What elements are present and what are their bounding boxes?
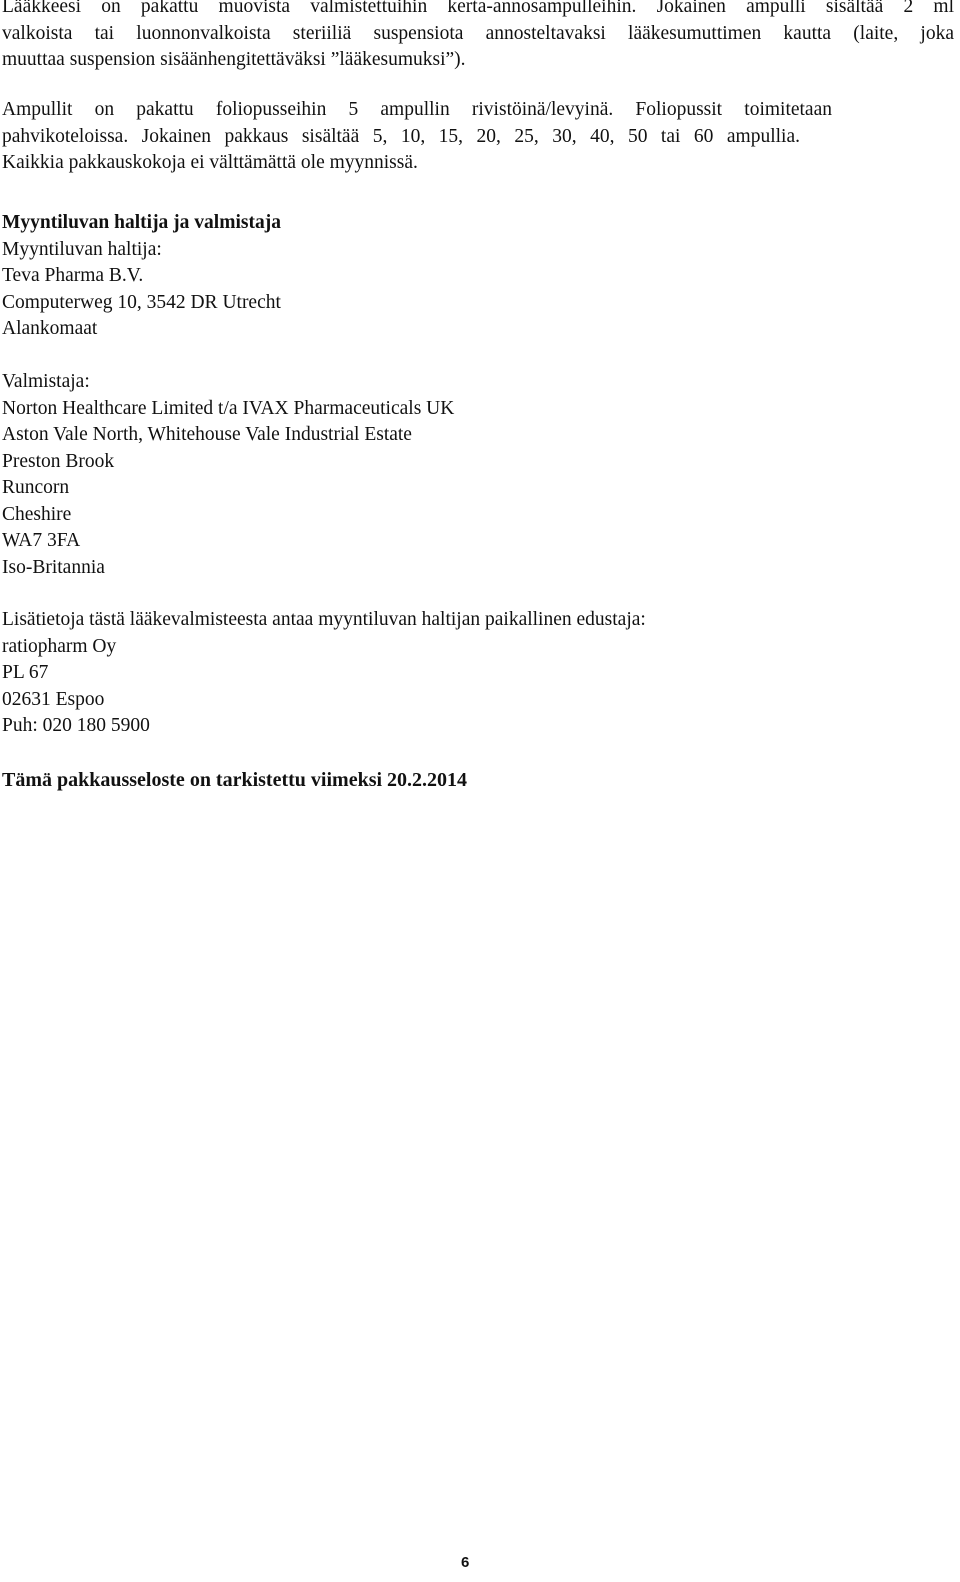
packaging-line: pahvikoteloissa. Jokainen pakkaus sisältää 5, 10, 15, 20, 25, 30, 40, 50 tai 60 ampullia. xyxy=(2,125,800,147)
manufacturer-address-line: Preston Brook xyxy=(2,450,115,472)
local-rep-address-line: ratiopharm Oy xyxy=(2,635,117,657)
local-rep-address-line: 02631 Espoo xyxy=(2,688,105,710)
manufacturer-address-line: Aston Vale North, Whitehouse Vale Industrial Estate xyxy=(2,424,412,445)
revision-note xyxy=(2,767,954,794)
intro-paragraph xyxy=(2,0,954,74)
local-rep-section xyxy=(2,607,954,740)
manufacturer-address-line: Cheshire xyxy=(2,503,72,525)
packaging-line: Kaikkia pakkauskokoja ei välttämättä ole myynnissä. xyxy=(2,152,418,173)
manufacturer-address-line: Runcorn xyxy=(2,477,70,498)
packaging-paragraph xyxy=(2,97,954,177)
holder-label: Myyntiluvan haltija: xyxy=(2,238,162,260)
holder-address-line: Teva Pharma B.V. xyxy=(2,265,144,286)
manufacturer-section xyxy=(2,369,954,581)
holder-address-line: Alankomaat xyxy=(2,318,98,339)
packaging-line: Ampullit on pakattu foliopusseihin 5 ampullin rivistöinä/levyinä. Foliopussit toimitetaan xyxy=(2,99,832,120)
local-rep-address-line: Puh: 020 180 5900 xyxy=(2,715,150,736)
manufacturer-address-line: Norton Healthcare Limited t/a IVAX Pharmaceuticals UK xyxy=(2,397,455,419)
intro-line: muuttaa suspension sisäänhengitettäväksi ”lääkesumuksi”). xyxy=(2,49,466,70)
holder-heading: Myyntiluvan haltija ja valmistaja xyxy=(2,212,281,233)
manufacturer-address-line: Iso-Britannia xyxy=(2,556,105,578)
intro-line: valkoista tai luonnonvalkoista steriiliä suspensiota annosteltavaksi lääkesumuttimen kautta (laite, joka xyxy=(2,22,954,44)
manufacturer-label: Valmistaja: xyxy=(2,371,90,392)
intro-line: Lääkkeesi on pakattu muovista valmistettuihin kerta-annosampulleihin. Jokainen ampulli sisältää 2 ml xyxy=(2,0,954,17)
page-number: 6 xyxy=(461,1554,470,1571)
local-rep-address-line: PL 67 xyxy=(2,662,49,683)
revision-note-text: Tämä pakkausseloste on tarkistettu viimeksi 20.2.2014 xyxy=(2,769,468,791)
holder-address-line: Computerweg 10, 3542 DR Utrecht xyxy=(2,291,281,313)
holder-section xyxy=(2,210,954,343)
manufacturer-address-line: WA7 3FA xyxy=(2,530,81,551)
local-rep-label: Lisätietoja tästä lääkevalmisteesta antaa myyntiluvan haltijan paikallinen edustaja: xyxy=(2,609,646,630)
